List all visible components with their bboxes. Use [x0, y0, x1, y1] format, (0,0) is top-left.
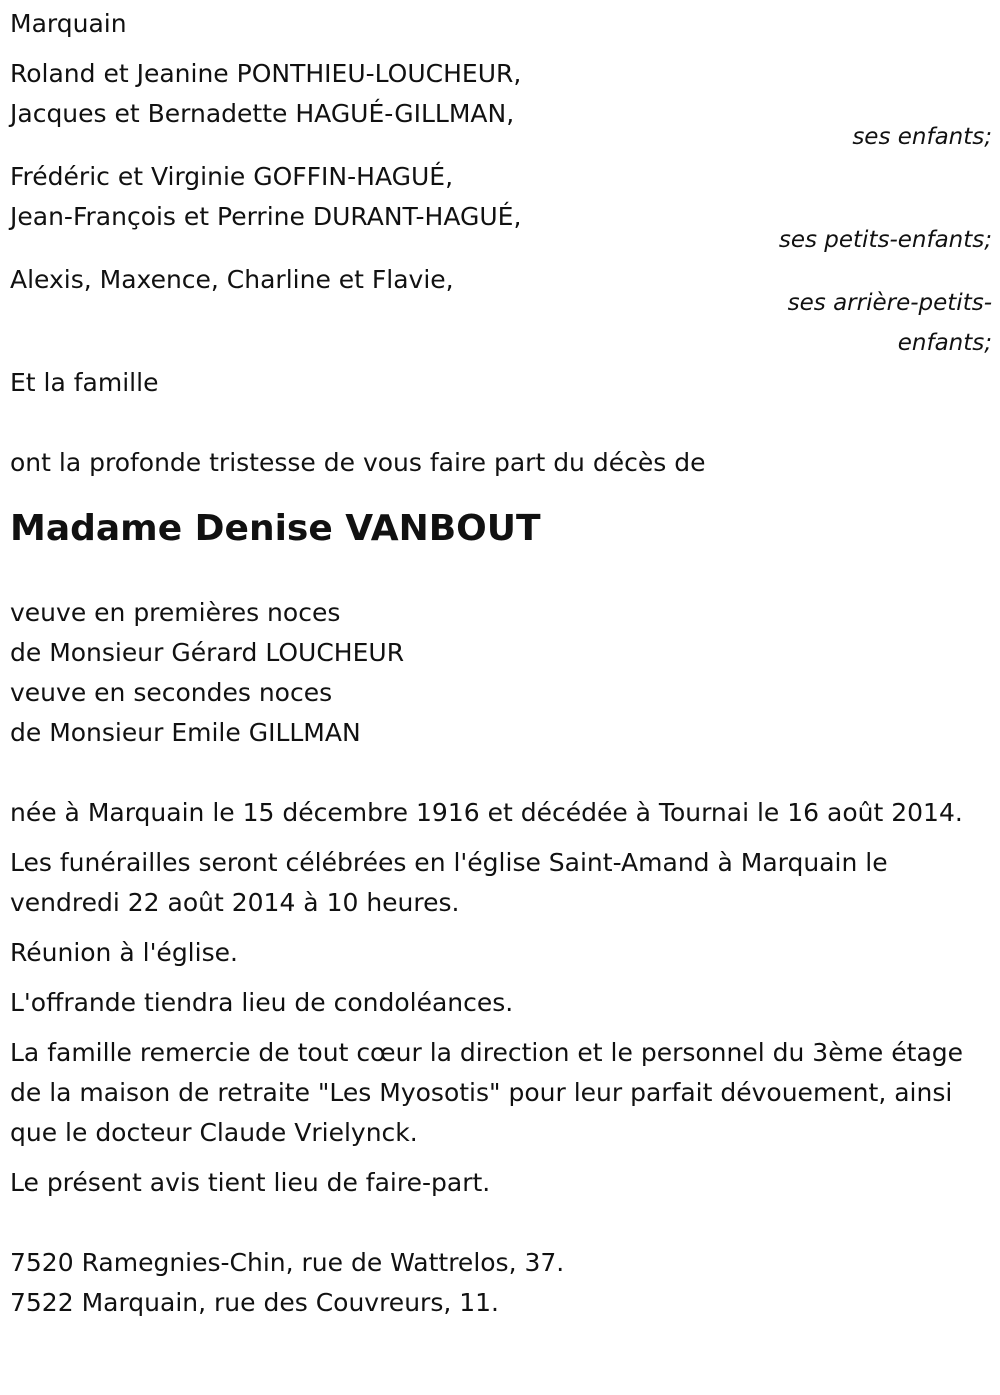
address-2: 7522 Marquain, rue des Couvreurs, 11.	[10, 1288, 499, 1317]
widow-line-2: de Monsieur Gérard LOUCHEUR	[10, 638, 405, 667]
children-line-2: Jacques et Bernadette HAGUÉ-GILLMAN,	[10, 99, 515, 128]
address-1: 7520 Ramegnies-Chin, rue de Wattrelos, 37.	[10, 1248, 565, 1277]
great-grandchildren-label-2: enfants;	[897, 330, 992, 356]
great-grandchildren-label-1: ses arrière-petits-	[787, 290, 992, 316]
deceased-name: Madame Denise VANBOUT	[10, 508, 541, 549]
widow-line-4: de Monsieur Emile GILLMAN	[10, 718, 361, 747]
grandchildren-line-1: Frédéric et Virginie GOFFIN-HAGUÉ,	[10, 162, 454, 191]
children-label: ses enfants;	[852, 124, 992, 150]
offering-paragraph: L'offrande tiendra lieu de condoléances.	[10, 988, 514, 1017]
announcement-text: ont la profonde tristesse de vous faire part du décès de	[10, 448, 706, 477]
grandchildren-label: ses petits-enfants;	[778, 227, 992, 253]
grandchildren-line-2: Jean-François et Perrine DURANT-HAGUÉ,	[10, 202, 522, 231]
obituary-notice	[10, 4, 992, 1323]
extended-family: Et la famille	[10, 368, 159, 397]
widow-line-1: veuve en premières noces	[10, 598, 341, 627]
children-line-1: Roland et Jeanine PONTHIEU-LOUCHEUR,	[10, 59, 522, 88]
great-grandchildren-line: Alexis, Maxence, Charline et Flavie,	[10, 265, 454, 294]
thanks-paragraph: La famille remercie de tout cœur la direction et le personnel du 3ème étage de la maison de retraite "Les Myosotis" pour leur parfait dévouement, ainsi que le docteur Claude Vrielynck.	[10, 1038, 964, 1147]
notice-paragraphs	[10, 793, 992, 1203]
widow-line-3: veuve en secondes noces	[10, 678, 333, 707]
place-heading: Marquain	[10, 9, 127, 38]
birth-death-paragraph: née à Marquain le 15 décembre 1916 et décédée à Tournai le 16 août 2014.	[10, 798, 963, 827]
funeral-paragraph: Les funérailles seront célébrées en l'église Saint-Amand à Marquain le vendredi 22 août 2014 à 10 heures.	[10, 848, 888, 917]
notice-paragraph: Le présent avis tient lieu de faire-part.	[10, 1168, 491, 1197]
gathering-paragraph: Réunion à l'église.	[10, 938, 238, 967]
